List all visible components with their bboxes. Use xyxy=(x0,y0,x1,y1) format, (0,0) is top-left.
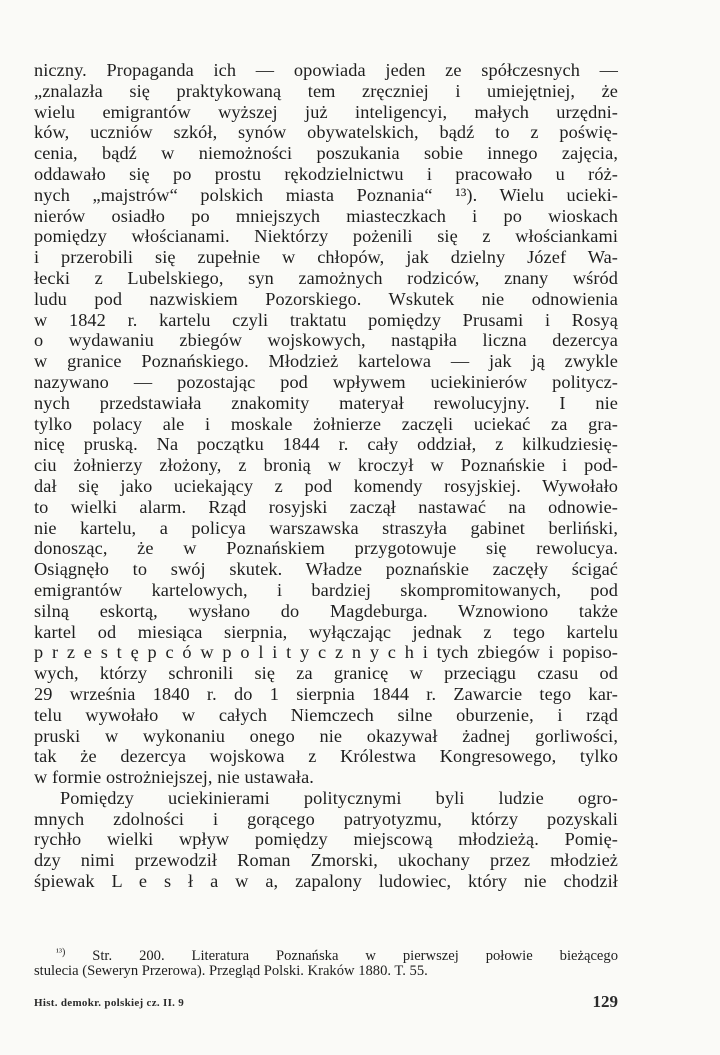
text-line: p r z e s t ę p c ó w p o l i t y c z n y c h i tych zbiegów i popiso- xyxy=(34,642,618,663)
text-line: Osiągnęło to swój skutek. Władze poznańskie zaczęły ścigać xyxy=(34,559,618,580)
footnote xyxy=(34,944,618,980)
text-line: nazywano — pozostając pod wpływem uciekinierów politycz- xyxy=(34,371,618,392)
printer-signature: Hist. demokr. polskiej cz. II. 9 xyxy=(34,997,185,1009)
text-line: nie kartelu, a policya warszawska straszyła gabinet berliński, xyxy=(34,517,618,538)
text-line: kartel od miesiąca sierpnia, wyłączając jednak z tego kartelu xyxy=(34,621,618,642)
text-line: tak że dezercya wojskowa z Królestwa Kongresowego, tylko xyxy=(34,746,618,767)
page-number: 129 xyxy=(592,992,618,1011)
main-text xyxy=(34,60,618,892)
footnote-line xyxy=(34,944,618,962)
text-line: donosząc, że w Poznańskiem przygotowuje się rewolucya. xyxy=(34,538,618,559)
text-line: o wydawaniu zbiegów wojskowych, nastąpiła liczna dezercya xyxy=(34,330,618,351)
footnote-marker: ¹³) xyxy=(56,947,66,958)
text-line: w 1842 r. kartelu czyli traktatu pomiędzy Prusami i Rosyą xyxy=(34,309,618,330)
text-line: niczny. Propaganda ich — opowiada jeden ze spółczesnych — xyxy=(34,60,618,80)
text-line: wych, którzy schronili się za granicę w przeciągu czasu od xyxy=(34,663,618,684)
text-line: ciu żołnierzy złożony, z bronią w kroczył w Poznańskie i pod- xyxy=(34,455,618,476)
text-line: dzy nimi przewodził Roman Zmorski, ukochany przez młodzież xyxy=(34,850,618,871)
text-line: telu wywołało w całych Niemczech silne oburzenie, i rząd xyxy=(34,704,618,725)
text-line: wielu emigrantów wyższej już inteligencyi, małych urzędni- xyxy=(34,101,618,122)
text-line: tylko polacy ale i moskale żołnierze zaczęli uciekać za gra- xyxy=(34,413,618,434)
text-line: dał się jako uciekający z pod komendy rosyjskiej. Wywołało xyxy=(34,475,618,496)
footnote-text: Str. 200. Literatura Poznańska w pierwszej połowie bieżącego xyxy=(92,948,618,964)
text-line: nierów osiadło po mniejszych miasteczkach i po wioskach xyxy=(34,205,618,226)
text-line: silną eskortą, wysłano do Magdeburga. Wznowiono także xyxy=(34,600,618,621)
text-line: ków, uczniów szkół, synów obywatelskich, bądź to z poświę- xyxy=(34,122,618,143)
text-line: i przerobili się zupełnie w chłopów, jak dzielny Józef Wa- xyxy=(34,247,618,268)
text-line: cenia, bądź w niemożności poszukania sobie innego zajęcia, xyxy=(34,143,618,164)
text-line: w formie ostrożniejszej, nie ustawała. xyxy=(34,767,314,788)
text-line: mnych zdolności i gorącego patryotyzmu, którzy pozyskali xyxy=(34,808,618,829)
text-line: pomiędzy włościanami. Niektórzy pożenili się z włościankami xyxy=(34,226,618,247)
text-line: to wielki alarm. Rząd rosyjski zaczął nastawać na odnowie- xyxy=(34,496,618,517)
text-line: oddawało się po prostu rękodzielnictwu i pracowało u róż- xyxy=(34,163,618,184)
text-line: emigrantów kartelowych, i bardziej skompromitowanych, pod xyxy=(34,579,618,600)
text-line: ludu pod nazwiskiem Pozorskiego. Wskutek nie odnowienia xyxy=(34,288,618,309)
text-line: śpiewak L e s ł a w a, zapalony ludowiec, który nie chodził xyxy=(34,871,618,892)
text-line: rychło wielki wpływ pomiędzy miejscową młodzieżą. Pomię- xyxy=(34,829,618,850)
footnote-line: stulecia (Seweryn Przerowa). Przegląd Polski. Kraków 1880. T. 55. xyxy=(34,963,428,979)
text-line: nych „majstrów“ polskich miasta Poznania“ ¹³). Wielu uciеki- xyxy=(34,184,618,205)
text-line: nicę pruską. Na początku 1844 r. cały oddział, z kilkudziesię- xyxy=(34,434,618,455)
text-line: 29 września 1840 r. do 1 sierpnia 1844 r. Zawarcie tego kar- xyxy=(34,683,618,704)
page-footer xyxy=(34,991,618,1015)
text-line: „znalazła się praktykowaną tem zręczniej i umiejętniej, że xyxy=(34,80,618,101)
text-line: pruski w wykonaniu onego nie okazywał żadnej gorliwości, xyxy=(34,725,618,746)
text-line: Pomiędzy uciekinierami politycznymi byli ludzie ogro- xyxy=(60,787,618,808)
text-line: w granice Poznańskiego. Młodzież kartelowa — jak ją zwykle xyxy=(34,351,618,372)
text-line: nych przedstawiała znakomity materyał rewolucyjny. I nie xyxy=(34,392,618,413)
text-line: łecki z Lubelskiego, syn zamożnych rodziców, znany wśród xyxy=(34,267,618,288)
